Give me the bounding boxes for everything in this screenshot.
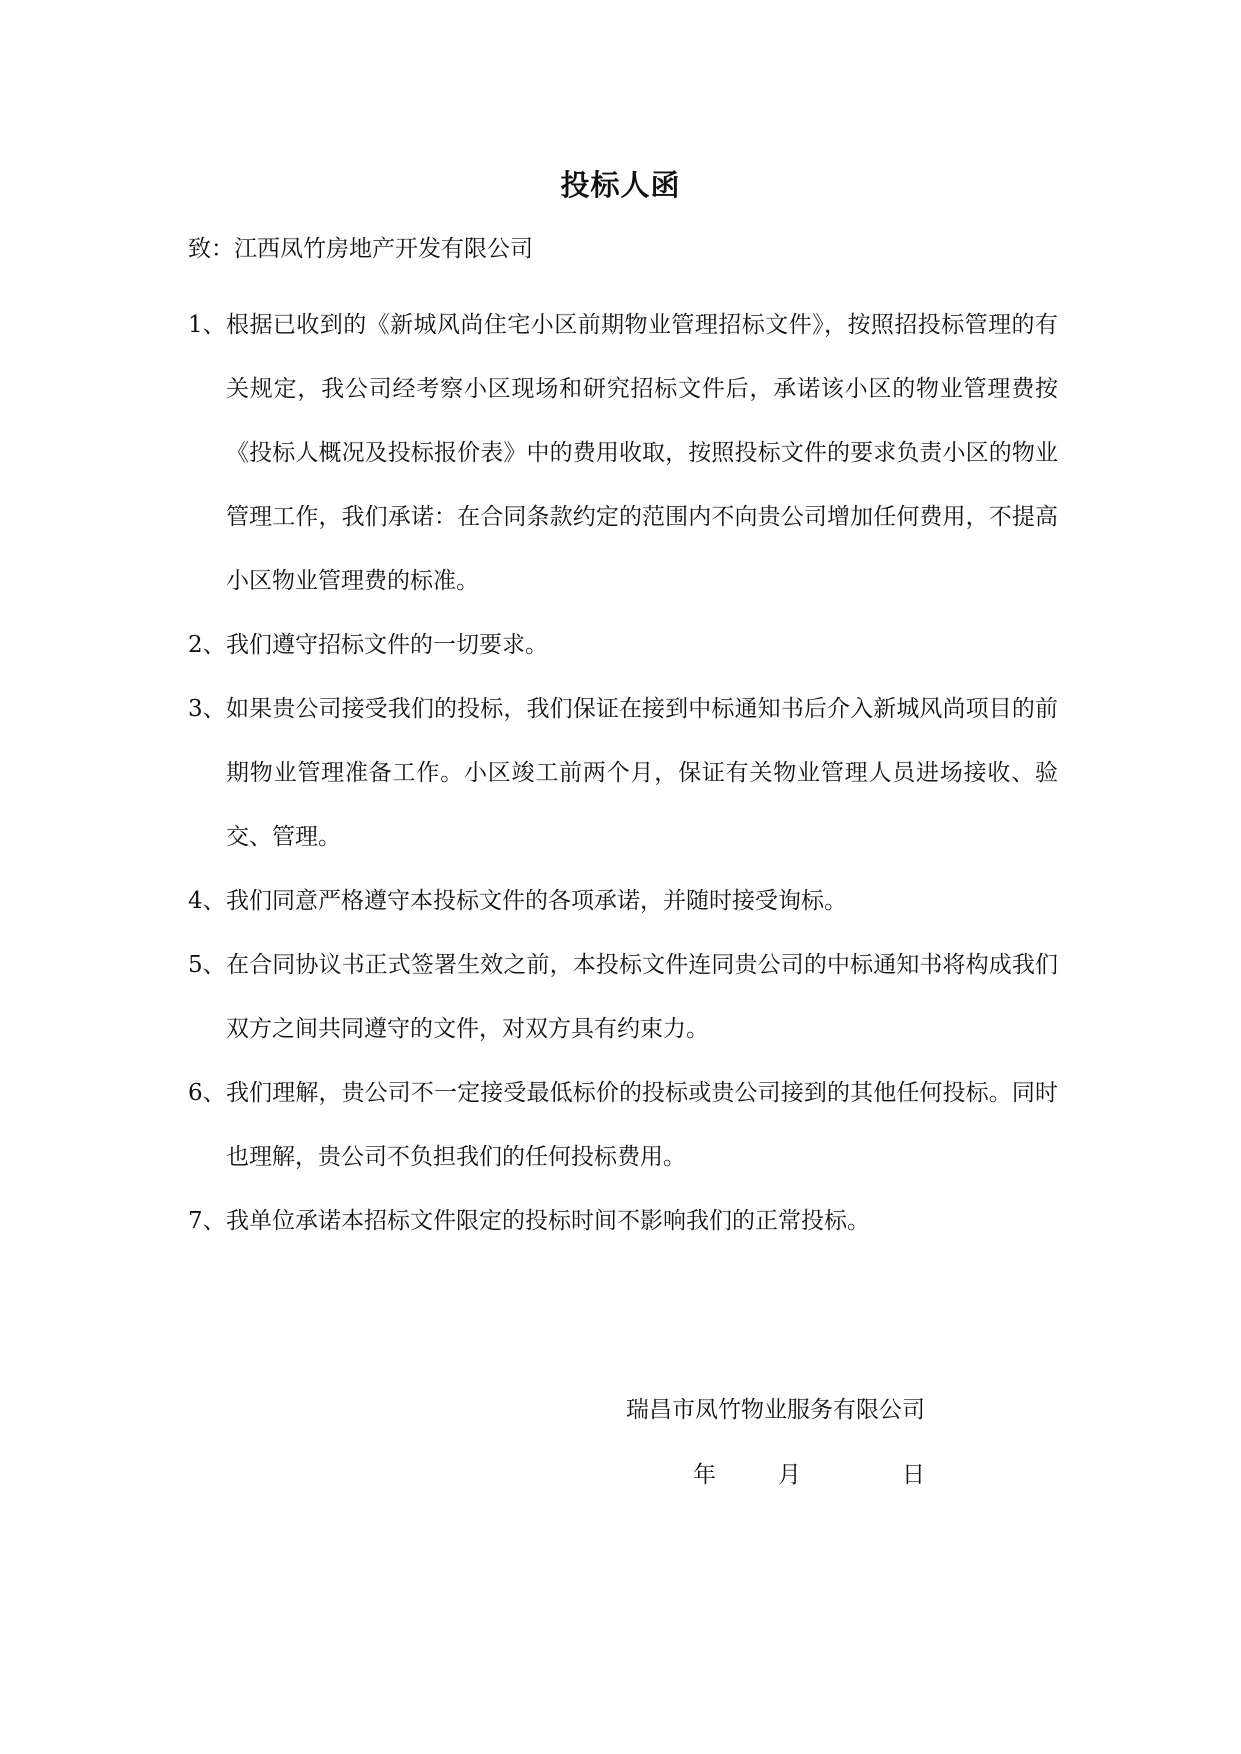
addressee-line: 致：江西凤竹房地产开发有限公司 [188,236,533,262]
list-item [188,677,1058,869]
page-title: 投标人函 [560,168,681,202]
date-year: 年 [693,1462,716,1488]
item-number: 6、 [188,1080,226,1106]
date-day: 日 [902,1462,925,1488]
list-item [188,613,1058,677]
item-text: 根据已收到的《新城风尚住宅小区前期物业管理招标文件》，按照招投标管理的有关规定，我公司经考察小区现场和研究招标文件后，承诺该小区的物业管理费按《投标人概况及投标报价表》中的费用收取，按照投标文件的要求负责小区的物业管理工作，我们承诺：在合同条款约定的范围内不向贵公司增加任何费用，不提高小区物业管理费的标准。 [226,312,1058,594]
list-item [188,1189,1058,1253]
item-text: 如果贵公司接受我们的投标，我们保证在接到中标通知书后介入新城风尚项目的前期物业管理准备工作。小区竣工前两个月，保证有关物业管理人员进场接收、验交、管理。 [226,696,1058,850]
item-text: 我们理解，贵公司不一定接受最低标价的投标或贵公司接到的其他任何投标。同时也理解，贵公司不负担我们的任何投标费用。 [226,1080,1058,1170]
list-item [188,293,1058,613]
list-item [188,933,1058,1061]
item-number: 5、 [188,952,226,978]
list-item [188,869,1058,933]
item-number: 4、 [188,888,226,914]
date-month: 月 [778,1462,801,1488]
item-number: 2、 [188,632,226,658]
item-number: 7、 [188,1208,226,1234]
item-text: 我们同意严格遵守本投标文件的各项承诺，并随时接受询标。 [226,888,847,914]
item-number: 1、 [188,312,226,338]
date-line [0,1458,1241,1492]
item-text: 我单位承诺本招标文件限定的投标时间不影响我们的正常投标。 [226,1208,870,1234]
item-number: 3、 [188,696,226,722]
item-text: 在合同协议书正式签署生效之前，本投标文件连同贵公司的中标通知书将构成我们双方之间共同遵守的文件，对双方具有约束力。 [226,952,1058,1042]
signature-company: 瑞昌市凤竹物业服务有限公司 [626,1397,925,1423]
commitment-list [188,293,1058,1253]
item-text: 我们遵守招标文件的一切要求。 [226,632,548,658]
list-item [188,1061,1058,1189]
